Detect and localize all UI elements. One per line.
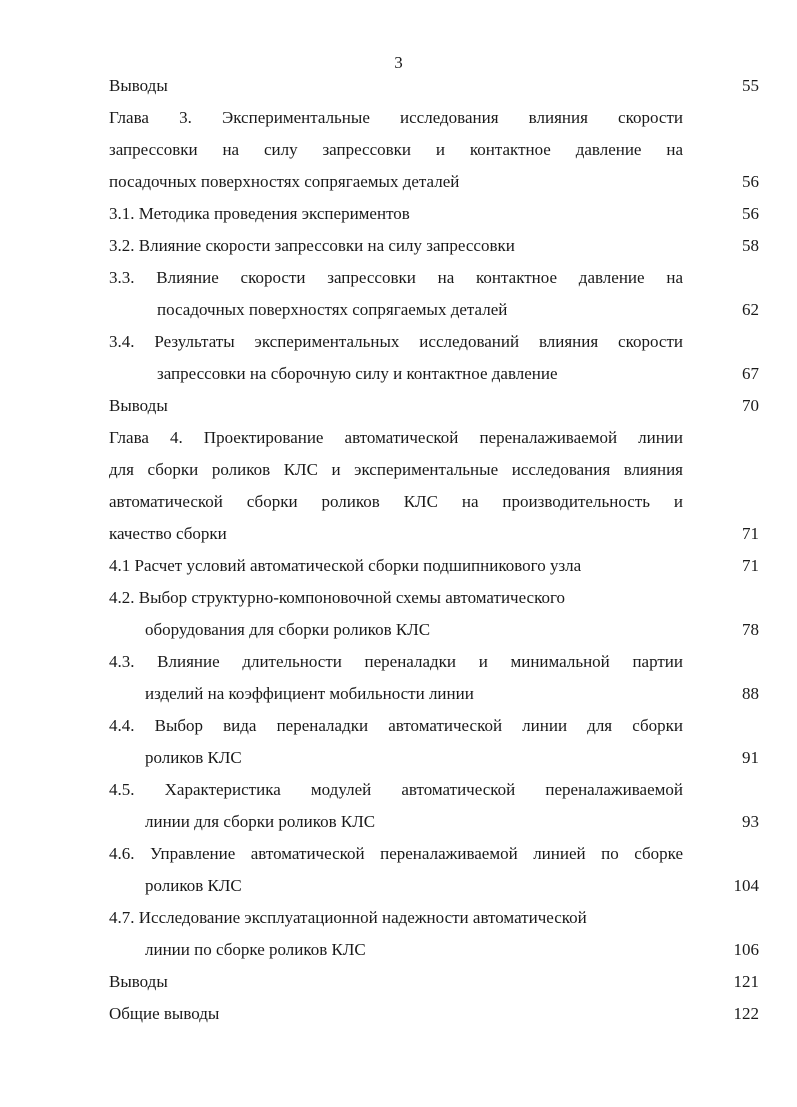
toc-line: [109, 326, 759, 358]
toc-line-text: 3.1. Методика проведения экспериментов: [109, 204, 410, 223]
toc-line: [109, 998, 759, 1030]
toc-line: [109, 934, 759, 966]
toc-line-text: 3.2. Влияние скорости запрессовки на силу запрессовки: [109, 236, 515, 255]
toc-line-text: оборудования для сборки роликов КЛС: [145, 620, 431, 639]
toc-line-text: качество сборки: [109, 524, 227, 543]
toc-entry: [109, 102, 759, 198]
toc-line: [109, 582, 759, 614]
toc-line-text: роликов КЛС: [145, 748, 242, 767]
toc-line-text: автоматической сборки роликов КЛС на производительность и: [109, 492, 683, 511]
toc-line: [109, 230, 759, 262]
toc-page-number: 78: [742, 620, 759, 639]
toc-line: [109, 870, 759, 902]
toc-entry: [109, 774, 759, 838]
toc-entry: [109, 902, 759, 966]
toc-entry: [109, 710, 759, 774]
toc-line-text: Глава 3. Экспериментальные исследования влияния скорости: [109, 108, 683, 127]
toc-line-text: 3.4. Результаты экспериментальных исследований влияния скорости: [109, 332, 683, 351]
toc-page-number: 55: [742, 76, 759, 95]
toc-entry: [109, 550, 759, 582]
toc-page-number: 56: [742, 204, 759, 223]
toc-line-text: 4.6. Управление автоматической переналаживаемой линией по сборке: [109, 844, 683, 863]
toc-line: [109, 614, 759, 646]
toc-line-text: Выводы: [109, 396, 168, 415]
toc-line: [109, 358, 759, 390]
toc-line: [109, 902, 759, 934]
toc-line-text: изделий на коэффициент мобильности линии: [145, 684, 474, 703]
toc-line-text: посадочных поверхностях сопрягаемых деталей: [157, 300, 508, 319]
toc-page-number: 104: [733, 876, 759, 895]
toc-line: [109, 518, 759, 550]
toc-line-text: запрессовки на силу запрессовки и контактное давление на: [109, 140, 683, 159]
toc-line-text: 4.4. Выбор вида переналадки автоматической линии для сборки: [109, 716, 683, 735]
toc-page-number: 58: [742, 236, 759, 255]
toc-entry: [109, 70, 759, 102]
toc-entry: [109, 390, 759, 422]
toc-entry: [109, 198, 759, 230]
toc-line: [109, 550, 759, 582]
toc-line-text: Глава 4. Проектирование автоматической переналаживаемой линии: [109, 428, 683, 447]
toc-entry: [109, 998, 759, 1030]
toc-line-text: 4.2. Выбор структурно-компоновочной схемы автоматического: [109, 588, 566, 607]
page-number: 3: [394, 53, 403, 72]
toc-line: [109, 806, 759, 838]
toc-page-number: 122: [733, 1004, 759, 1023]
toc-line: [109, 710, 759, 742]
toc-line: [109, 102, 759, 134]
toc-line: [109, 678, 759, 710]
toc-entry: [109, 646, 759, 710]
toc-line: [109, 166, 759, 198]
toc-line: [109, 294, 759, 326]
toc-page-number: 91: [742, 748, 759, 767]
toc-entry: [109, 838, 759, 902]
toc-line: [109, 70, 759, 102]
toc-line-text: запрессовки на сборочную силу и контактное давление: [157, 364, 558, 383]
toc-line-text: 3.3. Влияние скорости запрессовки на контактное давление на: [109, 268, 683, 287]
toc-line-text: посадочных поверхностях сопрягаемых деталей: [109, 172, 460, 191]
toc-page-number: 93: [742, 812, 759, 831]
toc-page-number: 71: [742, 556, 759, 575]
toc-line: [109, 454, 759, 486]
toc-line-text: для сборки роликов КЛС и экспериментальные исследования влияния: [109, 460, 683, 479]
toc-line: [109, 390, 759, 422]
toc-entry: [109, 966, 759, 998]
toc-line-text: 4.3. Влияние длительности переналадки и минимальной партии: [109, 652, 683, 671]
toc-page-number: 62: [742, 300, 759, 319]
toc-entry: [109, 422, 759, 550]
toc-line: [109, 966, 759, 998]
toc-line-text: 4.5. Характеристика модулей автоматической переналаживаемой: [109, 780, 683, 799]
toc-entry: [109, 230, 759, 262]
toc-page-number: 71: [742, 524, 759, 543]
toc-line-text: Выводы: [109, 76, 168, 95]
toc-line: [109, 838, 759, 870]
toc-page-number: 88: [742, 684, 759, 703]
toc-page-number: 121: [733, 972, 759, 991]
toc-line-text: 4.1 Расчет условий автоматической сборки подшипникового узла: [109, 556, 582, 575]
toc-page-number: 106: [733, 940, 759, 959]
toc-line: [109, 742, 759, 774]
toc-line-text: линии для сборки роликов КЛС: [145, 812, 376, 831]
table-of-contents: [109, 70, 759, 1030]
toc-line-text: роликов КЛС: [145, 876, 242, 895]
toc-line-text: линии по сборке роликов КЛС: [145, 940, 366, 959]
toc-line: [109, 486, 759, 518]
toc-line: [109, 262, 759, 294]
toc-page-number: 70: [742, 396, 759, 415]
toc-line: [109, 774, 759, 806]
toc-entry: [109, 262, 759, 326]
toc-page-number: 56: [742, 172, 759, 191]
toc-entry: [109, 326, 759, 390]
toc-line: [109, 646, 759, 678]
toc-line-text: 4.7. Исследование эксплуатационной надежности автоматической: [109, 908, 587, 927]
toc-line: [109, 134, 759, 166]
toc-line-text: Выводы: [109, 972, 168, 991]
toc-line: [109, 422, 759, 454]
toc-line: [109, 198, 759, 230]
toc-line-text: Общие выводы: [109, 1004, 220, 1023]
toc-entry: [109, 582, 759, 646]
toc-page-number: 67: [742, 364, 759, 383]
